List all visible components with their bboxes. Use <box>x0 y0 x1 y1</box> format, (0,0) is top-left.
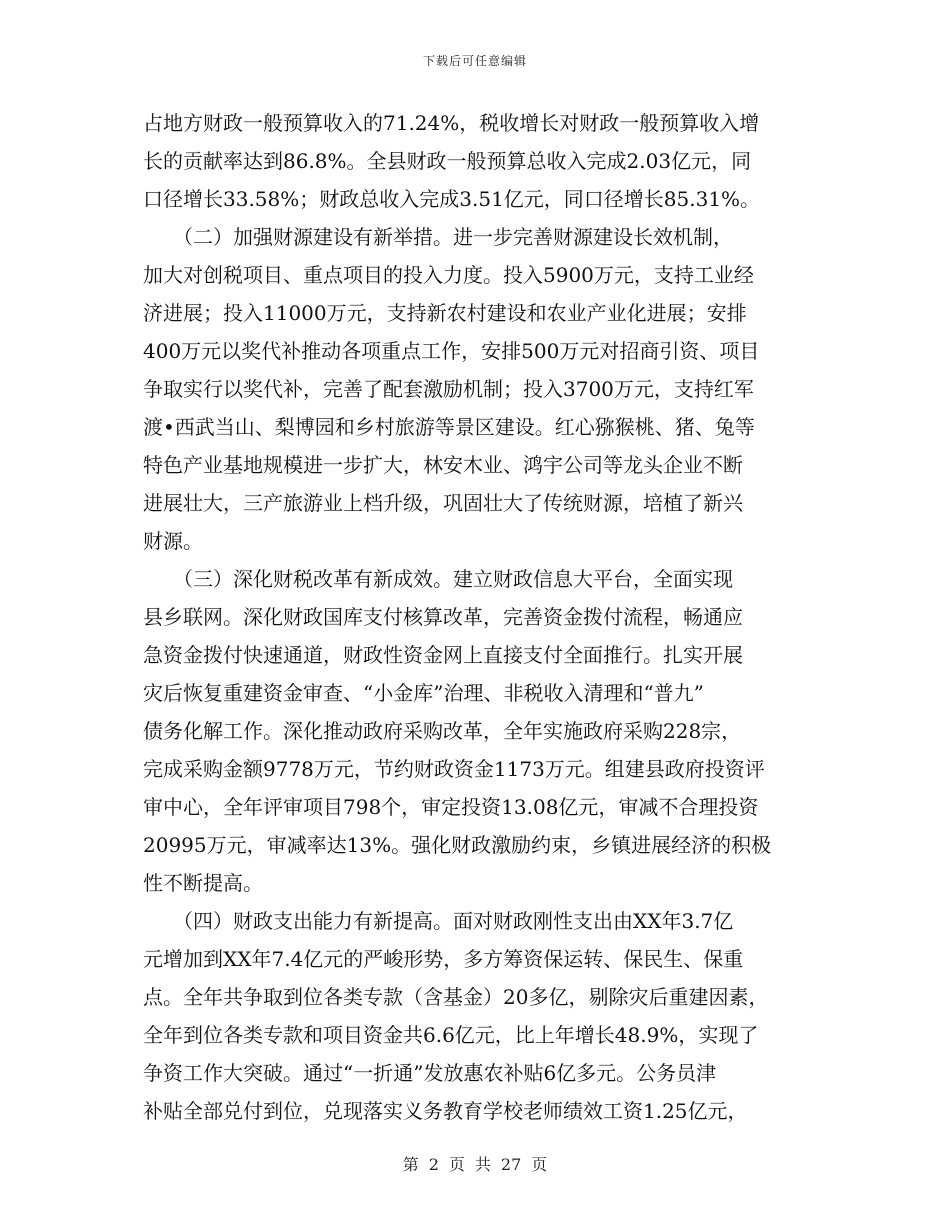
text-line: 点。全年共争取到位各类专款（含基金）20多亿，剔除灾后重建因素， <box>143 985 769 1009</box>
text-line: 长的贡献率达到86.8%。全县财政一般预算总收入完成2.03亿元，同 <box>143 149 752 173</box>
page-prefix: 第 <box>402 1155 419 1174</box>
text-line: 县乡联网。深化财政国库支付核算改革，完善资金拨付流程，畅通应 <box>143 605 743 629</box>
text-line: 争资工作大突破。通过“一折通”发放惠农补贴6亿多元。公务员津 <box>143 1061 717 1085</box>
total-unit: 页 <box>531 1155 548 1174</box>
text-line: 财源。 <box>143 529 203 553</box>
paragraph-start-line: （四）财政支出能力有新提高。面对财政刚性支出由XX年3.7亿 <box>143 909 734 933</box>
paragraph-start-line: （三）深化财税改革有新成效。建立财政信息大平台，全面实现 <box>143 567 733 591</box>
document-body <box>143 104 813 1130</box>
text-line: 完成采购金额9778万元，节约财政资金1173万元。组建县政府投资评 <box>143 757 765 781</box>
text-line: 补贴全部兑付到位，兑现落实义务教育学校老师绩效工资1.25亿元， <box>143 1099 748 1123</box>
page-header: 下载后可任意编辑 <box>422 54 527 68</box>
text-line: 进展壮大，三产旅游业上档升级，巩固壮大了传统财源，培植了新兴 <box>143 491 743 515</box>
text-line: 债务化解工作。深化推动政府采购改革，全年实施政府采购228宗， <box>143 719 742 743</box>
text-line: 灾后恢复重建资金审查、“小金库”治理、非税收入清理和“普九” <box>143 681 704 705</box>
text-line: 急资金拨付快速通道，财政性资金网上直接支付全面推行。扎实开展 <box>143 643 743 667</box>
text-line: 性不断提高。 <box>143 871 263 895</box>
text-line: 全年到位各类专款和项目资金共6.6亿元，比上年增长48.9%，实现了 <box>143 1023 759 1047</box>
text-line: 济进展；投入11000万元，支持新农村建设和农业产业化进展；安排 <box>143 301 747 325</box>
total-pages: 27 <box>500 1155 522 1174</box>
text-line: 400万元以奖代补推动各项重点工作，安排500万元对招商引资、项目 <box>143 339 760 363</box>
page-number: 2 <box>428 1155 439 1174</box>
text-line: 审中心，全年评审项目798个，审定投资13.08亿元，审减不合理投资 <box>143 795 759 819</box>
page-footer <box>0 1152 950 1175</box>
page-unit: 页 <box>448 1155 465 1174</box>
paragraph-start-line: （二）加强财源建设有新举措。进一步完善财源建设长效机制， <box>143 225 733 249</box>
text-line: 口径增长33.58%；财政总收入完成3.51亿元，同口径增长85.31%。 <box>143 187 761 211</box>
text-line: 元增加到XX年7.4亿元的严峻形势，多方筹资保运转、保民生、保重 <box>143 947 744 971</box>
text-line: 特色产业基地规模进一步扩大，林安木业、鸿宇公司等龙头企业不断 <box>143 453 743 477</box>
text-line: 争取实行以奖代补，完善了配套激励机制；投入3700万元，支持红军 <box>143 377 754 401</box>
text-line: 占地方财政一般预算收入的71.24%，税收增长对财政一般预算收入增 <box>143 111 760 135</box>
text-line: 加大对创税项目、重点项目的投入力度。投入5900万元，支持工业经 <box>143 263 754 287</box>
text-line: 20995万元，审减率达13%。强化财政激励约束，乡镇进展经济的积极 <box>143 833 772 857</box>
total-prefix: 共 <box>474 1155 491 1174</box>
text-line: 渡•西武当山、梨博园和乡村旅游等景区建设。红心猕猴桃、猪、兔等 <box>143 415 755 439</box>
